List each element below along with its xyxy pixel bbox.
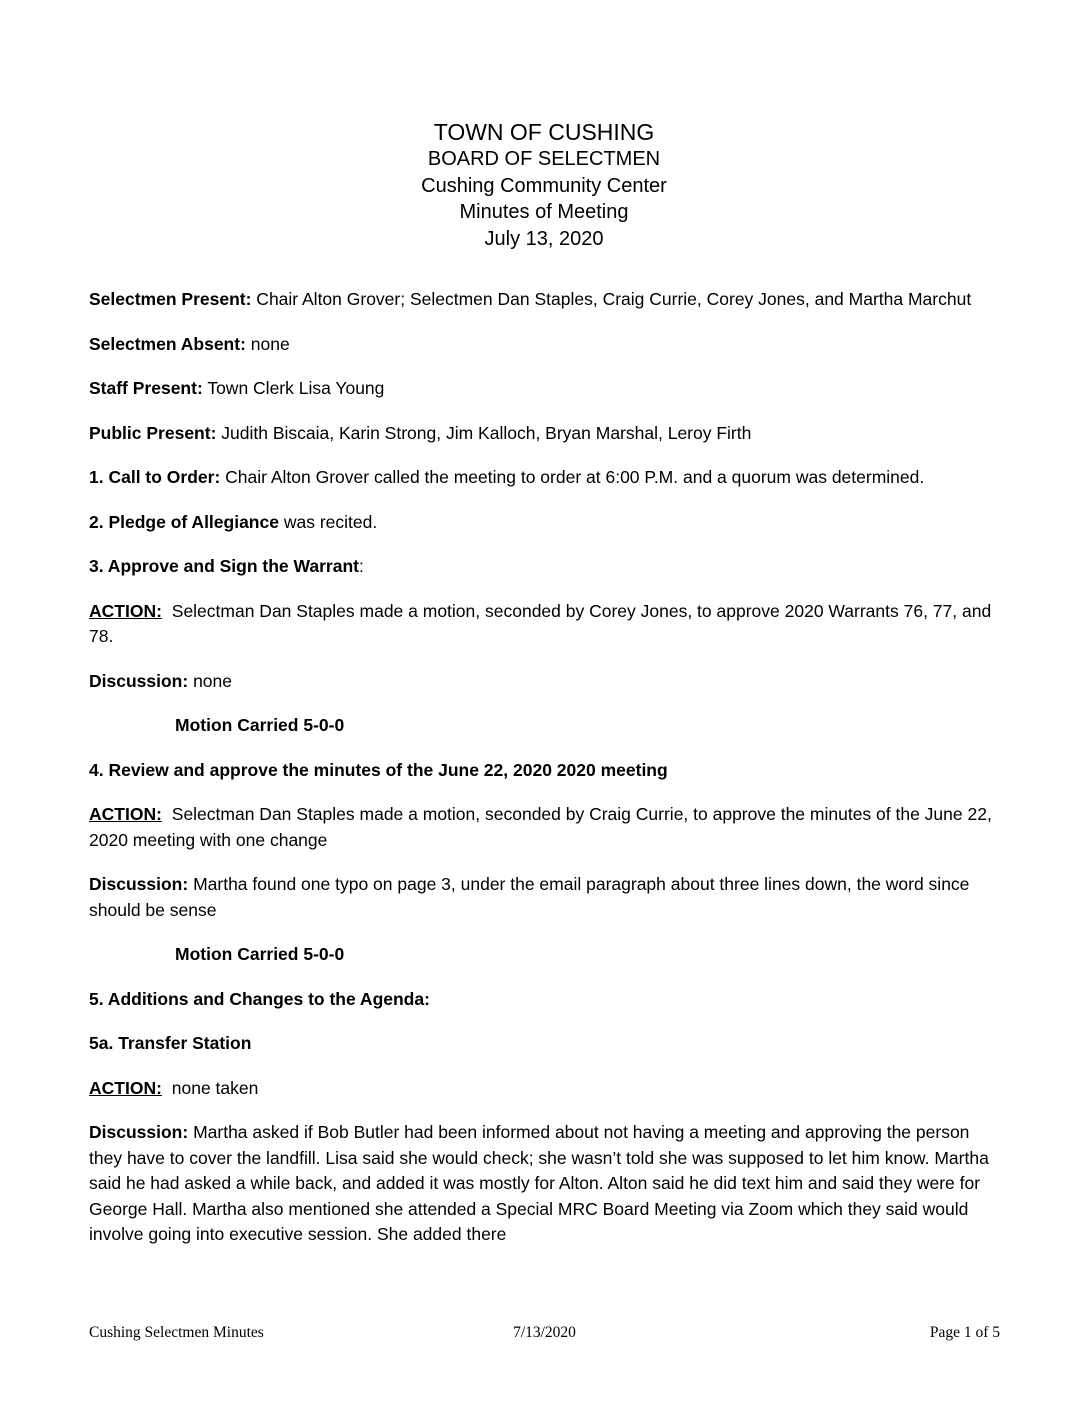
action-label: ACTION: bbox=[89, 1077, 162, 1098]
paragraph-text: none taken bbox=[166, 1077, 259, 1098]
paragraph-text: Selectman Dan Staples made a motion, seconded by Craig Currie, to approve the minutes of the June 22, 2020 meeting with one change bbox=[89, 804, 992, 850]
paragraph-text: Judith Biscaia, Karin Strong, Jim Kalloch, Bryan Marshal, Leroy Firth bbox=[216, 422, 752, 443]
transfer-discussion-paragraph bbox=[89, 1120, 1001, 1248]
item-1-call-to-order-paragraph bbox=[89, 465, 1001, 491]
paragraph-text: Martha found one typo on page 3, under the email paragraph about three lines down, the word since should be sense bbox=[89, 874, 970, 920]
document-body bbox=[89, 287, 1001, 1267]
item-5a-transfer-station-heading: 5a. Transfer Station bbox=[89, 1033, 252, 1053]
paragraph-text: Chair Alton Grover called the meeting to order at 6:00 P.M. and a quorum was determined. bbox=[220, 467, 925, 487]
paragraph-text: none bbox=[188, 670, 232, 691]
document-type: Minutes of Meeting bbox=[459, 201, 629, 223]
paragraph-label: Staff Present: bbox=[89, 378, 203, 398]
staff-present-paragraph bbox=[89, 376, 1001, 402]
action-label: ACTION: bbox=[89, 600, 162, 621]
item-3-warrant-heading bbox=[89, 554, 1001, 580]
meeting-date: July 13, 2020 bbox=[484, 227, 604, 250]
paragraph-text: Chair Alton Grover; Selectmen Dan Staples, Craig Currie, Corey Jones, and Martha Marchut bbox=[251, 289, 972, 309]
paragraph-label: 3. Approve and Sign the Warrant bbox=[89, 556, 359, 576]
selectmen-present-paragraph bbox=[89, 287, 1001, 313]
paragraph-text: none bbox=[245, 333, 290, 354]
minutes-discussion-paragraph bbox=[89, 872, 1001, 923]
paragraph-label: Selectmen Absent: bbox=[89, 333, 246, 354]
action-label: ACTION: bbox=[89, 804, 162, 824]
item-2-pledge-paragraph bbox=[89, 510, 1001, 536]
footer-page-number: Page 1 of 5 bbox=[929, 1324, 1000, 1341]
paragraph-label: 2. Pledge of Allegiance bbox=[89, 511, 279, 532]
transfer-action-paragraph bbox=[89, 1076, 1001, 1102]
document-footer bbox=[89, 1324, 1000, 1342]
footer-document-name: Cushing Selectmen Minutes bbox=[89, 1324, 264, 1341]
paragraph-text: Town Clerk Lisa Young bbox=[202, 378, 385, 398]
paragraph-text: was recited. bbox=[278, 511, 378, 532]
paragraph-text: Selectman Dan Staples made a motion, seconded by Corey Jones, to approve 2020 Warrants 76, 77, and 78. bbox=[89, 600, 992, 646]
paragraph-label: Discussion: bbox=[89, 1122, 189, 1142]
document-header bbox=[88, 118, 1000, 252]
minutes-motion-carried: Motion Carried 5-0-0 bbox=[175, 944, 345, 964]
selectmen-absent-paragraph bbox=[89, 332, 1001, 358]
paragraph-text: Martha asked if Bob Butler had been informed about not having a meeting and approving the person they have to cover the landfill. Lisa said she would check; she wasn’t told she was supposed to let him know. Martha said he had asked a while back, and added it was mostly for Alton. Alton said he did text him and said they were for George Hall. Martha also mentioned she attended a Special MRC Board Meeting via Zoom which they said would involve going into executive session. She added there bbox=[89, 1122, 989, 1244]
paragraph-label: Selectmen Present: bbox=[89, 289, 252, 309]
warrant-motion-carried: Motion Carried 5-0-0 bbox=[175, 715, 345, 735]
warrant-discussion-paragraph bbox=[89, 669, 1001, 695]
public-present-paragraph bbox=[89, 421, 1001, 447]
meeting-location: Cushing Community Center bbox=[421, 174, 667, 197]
document-subtitle: BOARD OF SELECTMEN bbox=[427, 148, 661, 170]
paragraph-label: Discussion: bbox=[89, 670, 189, 691]
minutes-action-paragraph bbox=[89, 802, 1001, 853]
paragraph-label: 1. Call to Order: bbox=[89, 467, 221, 487]
document-title: TOWN OF CUSHING bbox=[433, 119, 655, 145]
warrant-action-paragraph bbox=[89, 599, 1001, 650]
item-5-agenda-heading: 5. Additions and Changes to the Agenda: bbox=[89, 988, 430, 1009]
footer-date: 7/13/2020 bbox=[513, 1324, 576, 1341]
paragraph-text: : bbox=[359, 556, 364, 576]
paragraph-label: Discussion: bbox=[89, 874, 189, 894]
paragraph-label: Public Present: bbox=[89, 422, 217, 443]
item-4-minutes-heading: 4. Review and approve the minutes of the June 22, 2020 2020 meeting bbox=[89, 759, 668, 780]
